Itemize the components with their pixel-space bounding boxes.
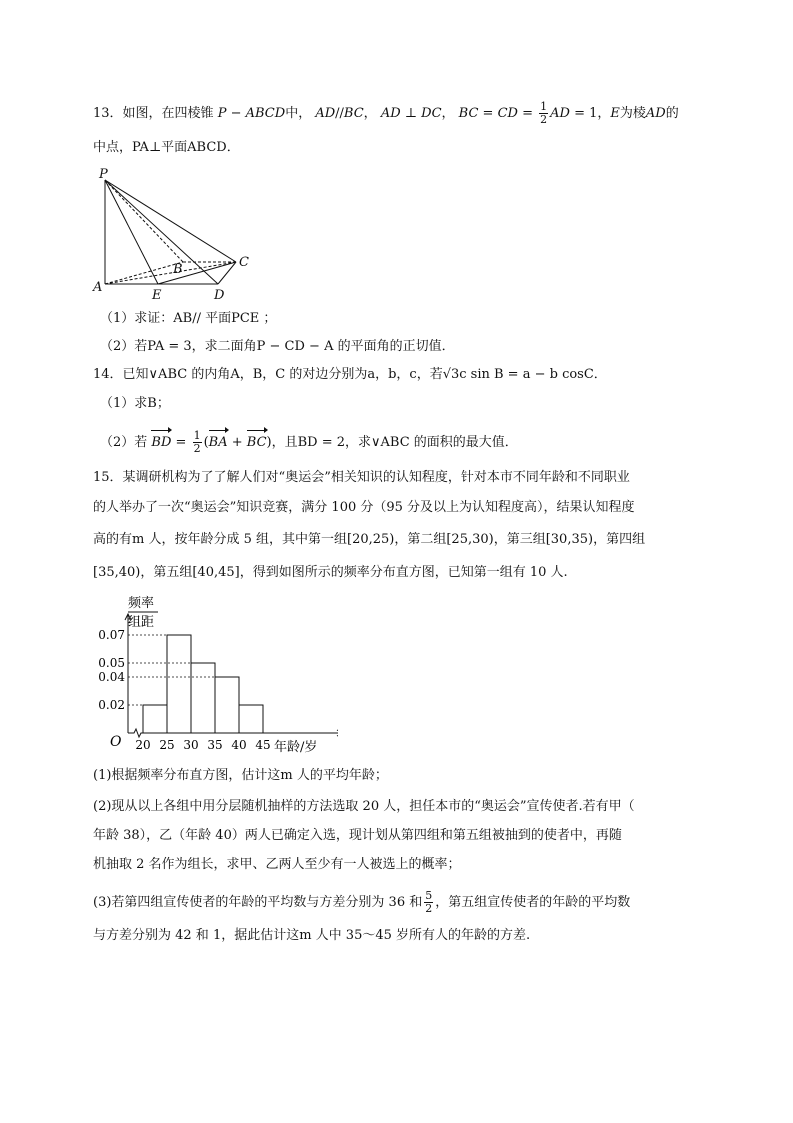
histogram-bar (215, 677, 239, 733)
label-P: P (99, 167, 108, 182)
label-B: B (173, 262, 183, 277)
x-tick-label: 35 (207, 738, 223, 752)
y-tick-label: 0.02 (98, 698, 125, 712)
label-E: E (152, 288, 162, 303)
q15-part1: (1)根据频率分布直方图，估计这m 人的平均年龄； (93, 768, 388, 783)
x-tick-label: 40 (231, 738, 247, 752)
label-D: D (214, 288, 225, 303)
q15-part2-a: (2)现从以上各组中用分层随机抽样的方法选取 20 人，担任本市的“奥运会”宣传使者.若有甲（ (93, 799, 635, 814)
q13-sub1: （1）求证：AB// 平面PCE ； (100, 311, 277, 326)
histogram-bar (167, 635, 191, 733)
histogram-bar (239, 705, 263, 733)
pyramid-figure (90, 164, 260, 304)
one-half-fraction: $\frac{1}{2}$ (540, 100, 548, 126)
q15-line4: [35,40)，第五组[40,45]，得到如图所示的频率分布直方图，已知第一组有 10 人. (93, 565, 568, 580)
y-tick-label: 0.04 (98, 670, 125, 684)
y-label-bottom: 组距 (128, 615, 155, 630)
label-A: A (93, 280, 103, 295)
q14-line1: 14．已知∨ABC 的内角A，B，C 的对边分别为a，b，c，若√3c sin B = a − b cosC． (93, 367, 607, 382)
y-label-top: 频率 (128, 596, 155, 611)
histogram-bar (143, 705, 167, 733)
histogram-bar (191, 663, 215, 733)
q15-part3-b: 与方差分别为 42 和 1，据此估计这m 人中 35～45 岁所有人的年龄的方差. (93, 928, 531, 943)
q15-line1: 15．某调研机构为了了解人们对“奥运会”相关知识的认知程度，针对本市不同年龄和不同职业 (93, 470, 630, 485)
x-tick-label: 25 (159, 738, 175, 752)
origin-label: O (110, 734, 122, 750)
frequency-histogram (88, 590, 338, 760)
x-tick-label: 45 (255, 738, 271, 752)
q15-line3: 高的有m 人，按年龄分成 5 组，其中第一组[20,25)，第二组[25,30)，第三组[30,35)，第四组 (93, 532, 646, 547)
q15-part3-a: (3)若第四组宣传使者的年龄的平均数与方差分别为 36 和 $\frac{5}{2}$ ，第五组宣传使者的年龄的平均数 (93, 889, 631, 915)
q14-sub2: （2）若 BD = $\frac{1}{2}$ (BA + BC)，且BD = 2，求∨ABC 的面积的最大值． (100, 429, 518, 455)
x-tick-label: 20 (135, 738, 151, 752)
y-tick-label: 0.05 (98, 656, 125, 670)
q13-line2: 中点，PA⊥平面ABCD． (93, 140, 240, 155)
label-C: C (239, 255, 249, 270)
x-tick-label: 30 (183, 738, 199, 752)
q13-sub2: （2）若PA = 3，求二面角P − CD − A 的平面角的正切值． (100, 339, 455, 354)
x-axis-label: 年龄/岁 (274, 740, 318, 755)
q15-line2: 的人举办了一次“奥运会”知识竞赛，满分 100 分（95 分及以上为认知程度高），结果认知程度 (93, 500, 635, 515)
q13-line1: 13．如图，在四棱锥 P − ABCD中， AD//BC， AD ⊥ DC， BC = CD = $\frac{1}{2}$ AD = 1，E为棱AD的 (93, 100, 679, 126)
five-halves-fraction: $\frac{5}{2}$ (425, 889, 433, 915)
q15-part2-b: 年龄 38），乙（年龄 40）两人已确定入选，现计划从第四组和第五组被抽到的使者中，再随 (93, 828, 622, 843)
y-tick-label: 0.07 (98, 628, 125, 642)
q15-part2-c: 机抽取 2 名作为组长，求甲、乙两人至少有一人被选上的概率； (93, 857, 461, 872)
q14-sub1: （1）求B； (100, 396, 170, 411)
